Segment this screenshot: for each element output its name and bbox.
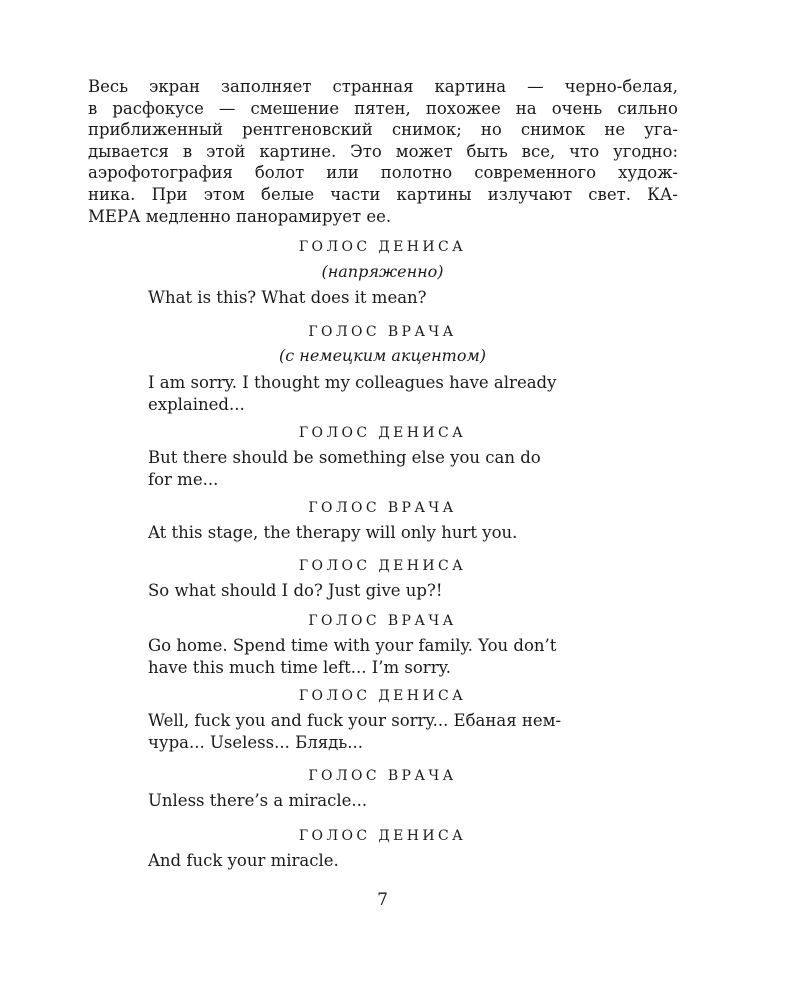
action-line: в расфокусе — смешение пятен, похожее на очень сильно [88,98,678,118]
page-number: 7 [377,890,388,910]
dialogue-line: So what should I do? Just give up?! [148,581,443,600]
action-line: приближенный рентгеновский снимок; но снимок не уга- [88,120,678,140]
dialogue-line: Unless there’s a miracle... [148,791,368,810]
character-cue: ГОЛОС ВРАЧА [308,500,457,516]
dialogue-line: But there should be something else you can do [148,448,541,467]
dialogue [148,447,628,490]
parenthetical: (с немецким акцентом) [279,346,486,365]
character-cue: ГОЛОС ДЕНИСА [298,558,467,574]
dialogue [148,790,628,812]
character-cue: ГОЛОС ВРАЧА [308,613,457,629]
dialogue [148,635,628,678]
action-line: Весь экран заполняет странная картина — черно-белая, [88,77,678,96]
action-line: ника. При этом белые части картины излучают свет. КА- [88,184,678,204]
character-cue: ГОЛОС ДЕНИСА [298,688,467,704]
dialogue [148,287,628,309]
action-paragraph [88,76,678,227]
dialogue-line: have this much time left... I’m sorry. [148,657,451,677]
dialogue-line: I am sorry. I thought my colleagues have already [148,373,557,392]
dialogue-line: Well, fuck you and fuck your sorry... Ебаная нем- [148,711,562,730]
dialogue [148,710,628,753]
dialogue [148,850,628,872]
dialogue [148,580,628,602]
character-cue: ГОЛОС ДЕНИСА [298,828,467,844]
dialogue-line: Go home. Spend time with your family. You don’t [148,636,557,655]
dialogue-line: explained... [148,394,245,414]
character-cue: ГОЛОС ВРАЧА [308,768,457,784]
character-cue: ГОЛОС ДЕНИСА [298,239,467,255]
action-line: аэрофотография болот или полотно современного худож- [88,163,678,183]
dialogue-line: чура... Useless... Блядь... [148,732,363,752]
dialogue [148,372,628,415]
dialogue-line: for me... [148,469,219,489]
dialogue-line: And fuck your miracle. [148,851,339,870]
parenthetical: (напряженно) [321,262,444,281]
dialogue-line: What is this? What does it mean? [148,288,427,307]
dialogue-line: At this stage, the therapy will only hurt you. [148,523,518,542]
dialogue [148,522,628,544]
character-cue: ГОЛОС ДЕНИСА [298,425,467,441]
action-line: дывается в этой картине. Это может быть все, что угодно: [88,141,678,161]
character-cue: ГОЛОС ВРАЧА [308,324,457,340]
action-line: МЕРА медленно панорамирует ее. [88,206,392,226]
